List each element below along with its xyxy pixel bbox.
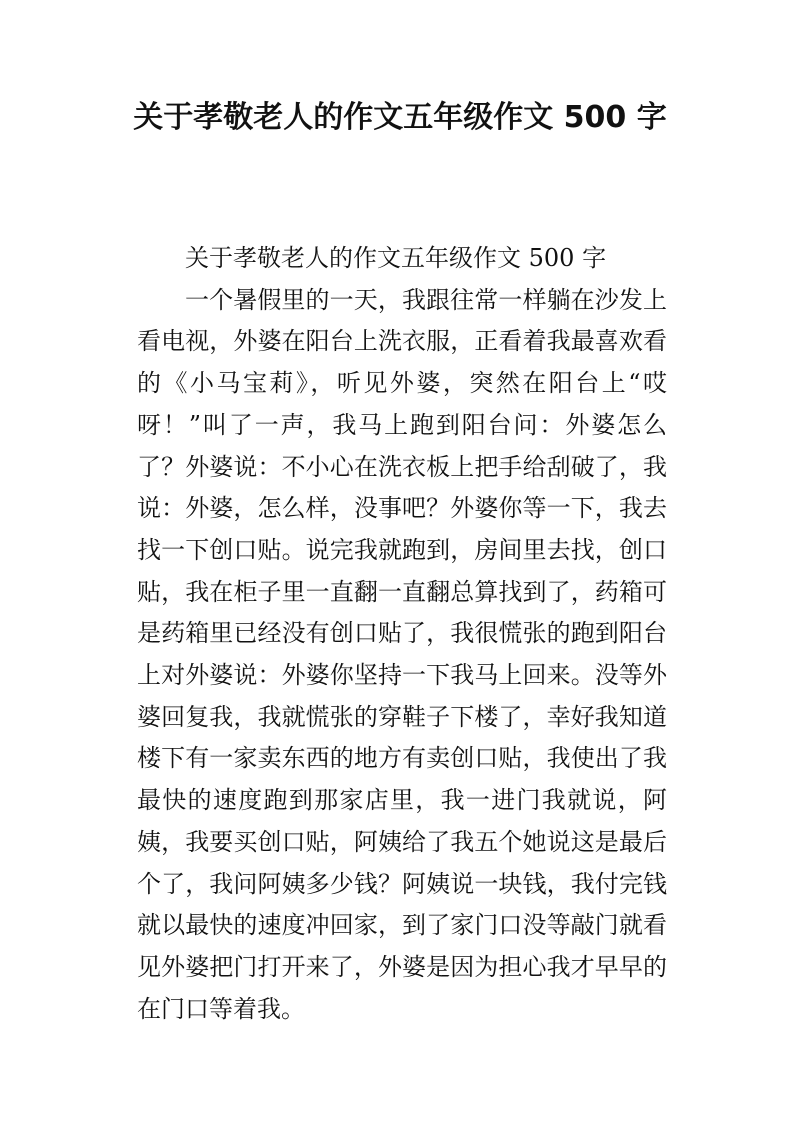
- document-body: [137, 238, 667, 1030]
- document-title: 关于孝敬老人的作文五年级作文 500 字: [133, 100, 667, 135]
- body-paragraph-heading: 关于孝敬老人的作文五年级作文 500 字: [185, 244, 607, 272]
- body-paragraph-story: 一个暑假里的一天，我跟往常一样躺在沙发上看电视，外婆在阳台上洗衣服，正看着我最喜欢看的《小马宝莉》，听见外婆，突然在阳台上“哎呀！”叫了一声，我马上跑到阳台问：外婆怎么了？外婆说：不小心在洗衣板上把手给刮破了，我说：外婆，怎么样，没事吧？外婆你等一下，我去找一下创口贴。说完我就跑到，房间里去找，创口贴，我在柜子里一直翻一直翻总算找到了，药箱可是药箱里已经没有创口贴了，我很慌张的跑到阳台上对外婆说：外婆你坚持一下我马上回来。没等外婆回复我，我就慌张的穿鞋子下楼了，幸好我知道楼下有一家卖东西的地方有卖创口贴，我使出了我最快的速度跑到那家店里，我一进门我就说，阿姨，我要买创口贴，阿姨给了我五个她说这是最后个了，我问阿姨多少钱？阿姨说一块钱，我付完钱就以最快的速度冲回家，到了家门口没等敲门就看见外婆把门打开来了，外婆是因为担心我才早早的在门口等着我。: [137, 285, 667, 1023]
